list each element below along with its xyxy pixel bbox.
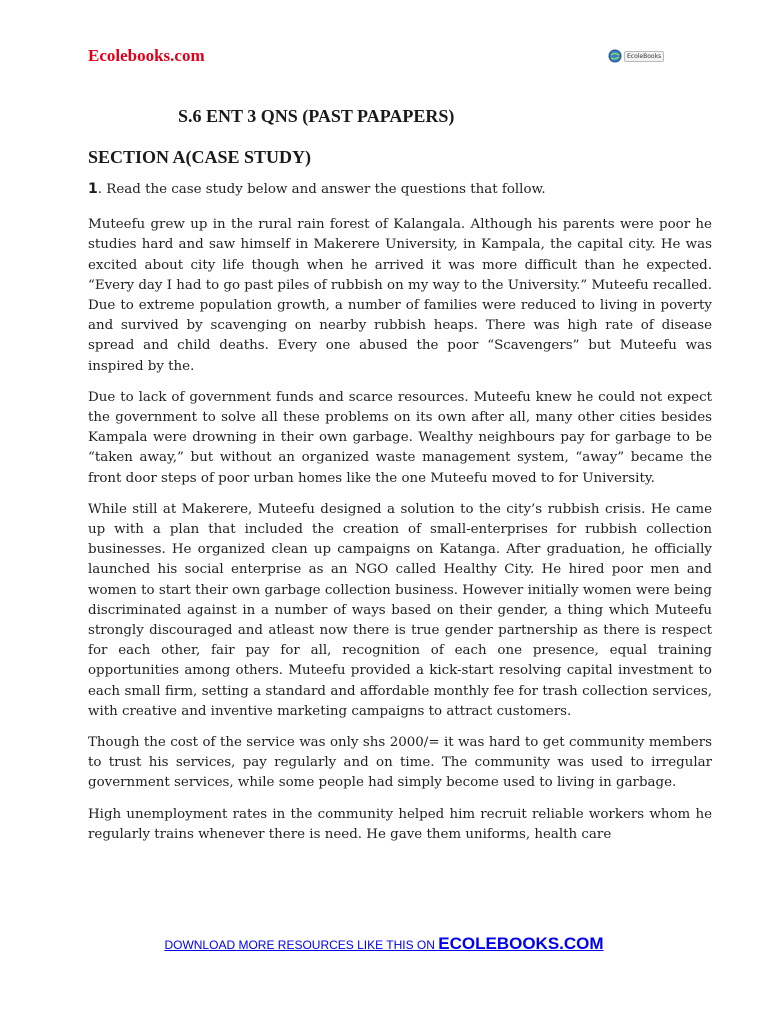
- document-title: S.6 ENT 3 QNS (PAST PAPAPERS): [178, 106, 455, 126]
- section-title: SECTION A(CASE STUDY): [88, 147, 312, 167]
- question-line: [88, 179, 712, 200]
- logo-text: EcoleBooks: [624, 51, 664, 62]
- paragraph: Due to lack of government funds and scarce resources. Muteefu knew he could not expect the government to solve all these problems on its own after all, many other cities besides Kampala were drowning in their own garbage. Wealthy neighbours pay for garbage to be “taken away,” but without an organized waste management system, “away” became the front door steps of poor urban homes like the one Muteefu moved to for University.: [88, 389, 712, 486]
- paragraph: High unemployment rates in the community helped him recruit reliable workers whom he regularly trains whenever there is need. He gave them uniforms, health care: [88, 806, 712, 842]
- download-resources-link[interactable]: [164, 936, 603, 953]
- footer-link-text: ECOLEBOOKS.COM: [438, 934, 604, 953]
- footer: [0, 934, 768, 954]
- globe-icon: [608, 49, 622, 63]
- paragraph: Muteefu grew up in the rural rain forest of Kalangala. Although his parents were poor he studies hard and saw himself in Makerere University, in Kampala, the capital city. He was excited about city life though when he arrived it was more difficult than he expected. “Every day I had to go past piles of rubbish on my way to the University.” Muteefu recalled. Due to extreme population growth, a number of families were reduced to living in poverty and survived by scavenging on nearby rubbish heaps. There was high rate of disease spread and child deaths. Every one abused the poor “Scavengers” but Muteefu was inspired by the.: [88, 217, 712, 374]
- site-name: Ecolebooks.com: [88, 46, 205, 65]
- ecolebooks-logo: [608, 46, 670, 66]
- paragraph: Though the cost of the service was only shs 2000/= it was hard to get community members to trust his services, pay regularly and on time. The community was used to irregular government services, while some people had simply become used to living in garbage.: [88, 735, 712, 791]
- paragraph: While still at Makerere, Muteefu designed a solution to the city’s rubbish crisis. He came up with a plan that included the creation of small-enterprises for rubbish collection businesses. He organized clean up campaigns on Katanga. After graduation, he officially launched his social enterprise as an NGO called Healthy City. He hired poor men and women to start their own garbage collection business. However initially women were being discriminated against in a number of ways based on their gender, a thing which Muteefu strongly discouraged and atleast now there is true gender partnership as there is respect for each other, fair pay for all, recognition of each one presence, equal training opportunities among others. Muteefu provided a kick-start resolving capital investment to each small firm, setting a standard and affordable monthly fee for trash collection services, with creative and inventive marketing campaigns to attract customers.: [88, 501, 712, 719]
- question-text: . Read the case study below and answer the questions that follow.: [97, 182, 546, 197]
- document-body: [88, 179, 712, 856]
- question-number: 1: [88, 181, 98, 197]
- footer-prefix: DOWNLOAD MORE RESOURCES LIKE THIS ON: [164, 938, 439, 952]
